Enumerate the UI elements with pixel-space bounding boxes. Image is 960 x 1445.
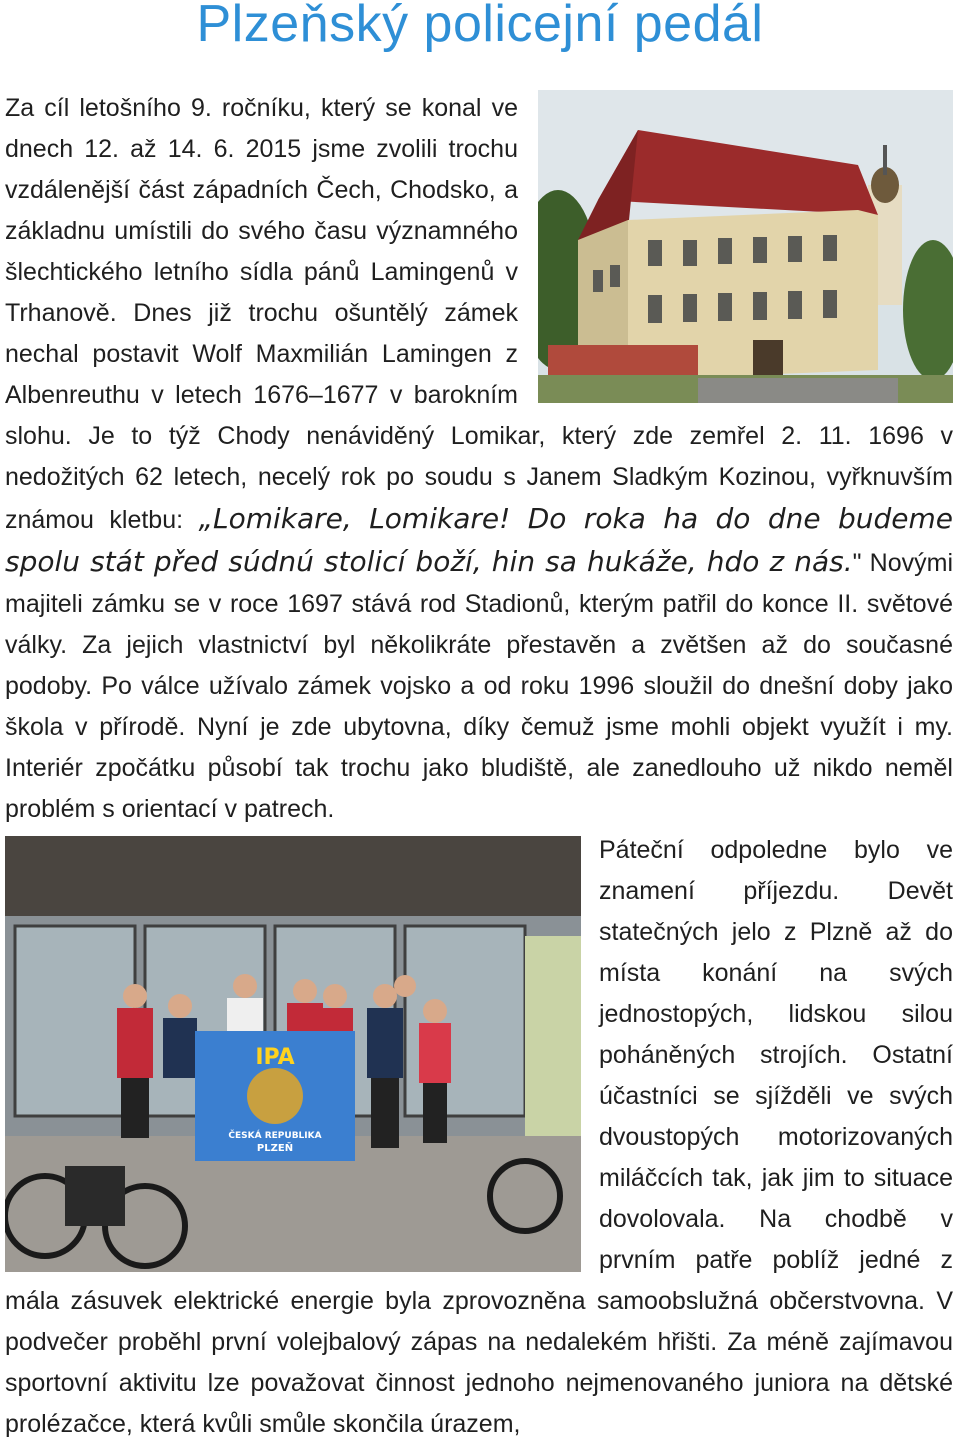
cyclists-group-photo: [5, 836, 581, 1272]
article-paragraph-1-cont: " Novými majiteli zámku se v roce 1697 stává rod Stadionů, kterým patřil do konce II. světové války. Za jejich vlastnictví byl několikráte přestavěn a zvětšen až do současné podoby. Po válce užívalo zámek vojsko a od roku 1996 sloužil do dnešní doby jako škola v přírodě. Nyní je zde ubytovna, díky čemuž jsme mohli objekt využít i my. Interiér zpočátku působí tak trochu jako bludiště, ale zanedlouho už nikdo neměl problém s orientací v patrech.: [5, 549, 953, 823]
kozina-curse-quote: „Lomikare, Lomikare! Do roka ha do dne budeme spolu stát před súdnú stolicí boží, hin sa hukáže, hdo z nás.: [5, 502, 953, 578]
article-paragraph-1: Za cíl letošního 9. ročníku, který se konal ve dnech 12. až 14. 6. 2015 jsme zvolili trochu vzdálenější část západních Čech, Chodsko, a základnu umístili do svého času významného šlechtického letního sídla pánů Lamingenů v Trhanově. Dnes již trochu ošuntělý zámek nechal postavit Wolf Maxmilián Lamingen z Albenreuthu v letech 1676–1677 v barokním slohu. Je to týž Chody nenáviděný Lomikar, který zde zemřel 2. 11. 1696 v nedožitých 62 letech, necelý rok po soudu s Janem Sladkým Kozinou, vyřknuvším známou kletbu:: [5, 94, 953, 534]
flag-country-label: ČESKÁ REPUBLIKA: [228, 1131, 322, 1141]
flag-ipa-label: IPA: [255, 1045, 295, 1070]
flag-city-label: PLZEŇ: [256, 1143, 294, 1154]
page-title: Plzeňský policejní pedál: [196, 0, 764, 53]
article-paragraph-2: Páteční odpoledne bylo ve znamení příjezdu. Devět statečných jelo z Plzně až do místa konání na svých jednostopých, lidskou silou poháněných strojích. Ostatní účastníci se sjížděli ve svých dvoustopých motorizovaných miláčcích tak, jak jim to situace dovolovala. Na chodbě v prvním patře poblíž jedné z mála zásuvek elektrické energie byla zprovozněna samoobslužná občerstvovna. V podvečer proběhl první volejbalový zápas na nedalekém hřišti. Za méně zajímavou sportovní aktivitu lze považovat činnost jednoho nejmenovaného juniora na dětské prolézačce, která kvůli smůle skončila úrazem,: [5, 836, 953, 1438]
article-body: [5, 88, 953, 1445]
castle-photo: [538, 90, 953, 403]
